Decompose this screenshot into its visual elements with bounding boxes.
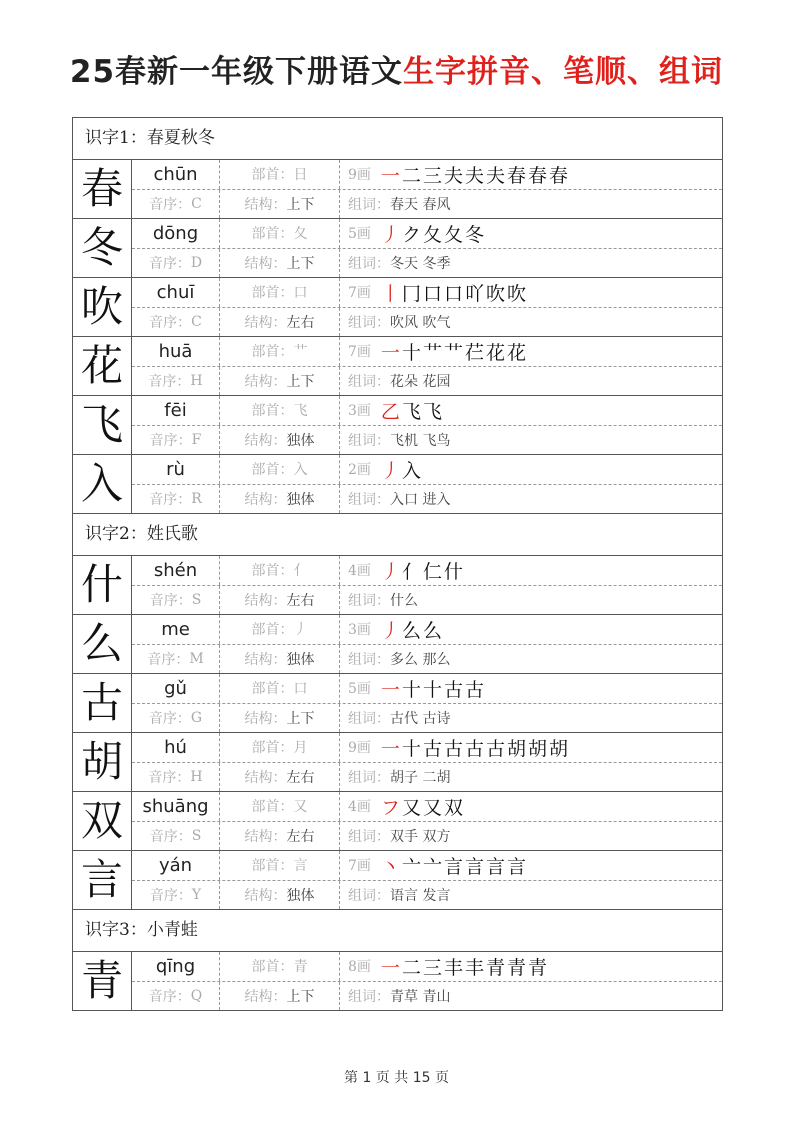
stroke-order: [340, 674, 722, 703]
radical-label: 部首：: [251, 563, 294, 580]
stroke-step: 入: [401, 459, 421, 482]
words-value: 飞机 飞鸟: [390, 432, 451, 449]
structure-value: 左右: [286, 592, 315, 609]
order-value: M: [189, 650, 204, 667]
stroke-step: 青: [528, 956, 548, 979]
words-value: 冬天 冬季: [390, 255, 451, 272]
stroke-step: 花: [486, 341, 506, 364]
order-label: 音序：: [147, 651, 190, 668]
stroke-step: 春: [549, 164, 569, 187]
pinyin: huā: [158, 340, 193, 362]
stroke-step: 十: [401, 737, 421, 760]
words-value: 双手 双方: [390, 828, 451, 845]
radical-value: 口: [293, 681, 308, 698]
radical-value: 丿: [293, 622, 308, 639]
hanzi-character: 飞: [73, 396, 132, 454]
stroke-count: 4画: [348, 799, 371, 816]
order-value: C: [191, 195, 202, 212]
stroke-step: 吹: [486, 282, 506, 305]
stroke-step: 丰: [464, 956, 484, 979]
stroke-step: 亠: [422, 855, 442, 878]
stroke-step: 亠: [401, 855, 421, 878]
words-value: 胡子 二胡: [390, 769, 451, 786]
stroke-count: 5画: [348, 226, 371, 243]
character-entry: [73, 455, 722, 514]
character-entry: [73, 674, 722, 733]
radical-label: 部首：: [251, 462, 294, 479]
structure-value: 左右: [286, 828, 315, 845]
words-label: 组词：: [348, 988, 390, 1005]
structure-value: 上下: [286, 255, 315, 272]
stroke-step: 古: [443, 737, 463, 760]
stroke-step: 吹: [507, 282, 527, 305]
stroke-step: 一: [380, 678, 400, 701]
stroke-step: 冬: [464, 223, 484, 246]
stroke-step: 芢: [464, 341, 484, 364]
page-footer: 第 1 页 共 15 页: [344, 1070, 449, 1086]
stroke-step: 丨: [380, 282, 400, 305]
character-entry: [73, 792, 722, 851]
structure-value: 上下: [286, 988, 315, 1005]
structure-label: 结构：: [244, 710, 287, 727]
stroke-count: 9画: [348, 167, 371, 184]
words-value: 古代 古诗: [390, 710, 451, 727]
hanzi-character: 冬: [73, 219, 132, 277]
pinyin: gǔ: [164, 677, 187, 699]
structure-label: 结构：: [244, 373, 287, 390]
radical-label: 部首：: [251, 285, 294, 302]
stroke-count: 2画: [348, 462, 371, 479]
stroke-step: 丿: [380, 619, 400, 642]
stroke-order: [340, 337, 722, 366]
stroke-step: 春: [507, 164, 527, 187]
structure-label: 结构：: [244, 887, 287, 904]
character-entry: [73, 396, 722, 455]
lesson-heading: 识字2：姓氏歌: [73, 514, 722, 556]
stroke-order: [340, 615, 722, 644]
stroke-step: 言: [443, 855, 463, 878]
radical-value: 言: [293, 858, 308, 875]
character-entry: [73, 278, 722, 337]
character-entry: [73, 337, 722, 396]
words-value: 青草 青山: [390, 988, 451, 1005]
stroke-step: 古: [486, 737, 506, 760]
stroke-order: [340, 851, 722, 880]
stroke-step: 青: [507, 956, 527, 979]
hanzi-character: 青: [73, 952, 132, 1010]
structure-value: 左右: [286, 769, 315, 786]
radical-label: 部首：: [251, 226, 294, 243]
stroke-step: 三: [422, 164, 442, 187]
words-label: 组词：: [348, 432, 390, 449]
stroke-step: 又: [422, 796, 442, 819]
structure-label: 结构：: [244, 432, 287, 449]
order-label: 音序：: [149, 828, 192, 845]
structure-label: 结构：: [244, 255, 287, 272]
order-value: S: [191, 827, 202, 844]
structure-value: 独体: [286, 651, 315, 668]
character-entry: [73, 851, 722, 910]
stroke-step: 乙: [380, 400, 400, 423]
stroke-order: [340, 455, 722, 484]
stroke-step: 胡: [507, 737, 527, 760]
words-label: 组词：: [348, 373, 390, 390]
order-label: 音序：: [149, 432, 192, 449]
order-value: C: [191, 313, 202, 330]
stroke-count: 4画: [348, 563, 371, 580]
order-value: D: [190, 254, 203, 271]
stroke-step: 春: [528, 164, 548, 187]
stroke-step: 一: [380, 956, 400, 979]
hanzi-character: 吹: [73, 278, 132, 336]
structure-label: 结构：: [244, 828, 287, 845]
stroke-step: 口: [422, 282, 442, 305]
radical-label: 部首：: [251, 403, 294, 420]
stroke-count: 7画: [348, 285, 371, 302]
structure-label: 结构：: [244, 314, 287, 331]
order-value: S: [191, 591, 202, 608]
pinyin: fēi: [164, 399, 187, 421]
title-highlight: 生字拼音、笔顺、组词: [403, 54, 724, 90]
stroke-step: 古: [464, 737, 484, 760]
stroke-step: 青: [486, 956, 506, 979]
hanzi-character: 言: [73, 851, 132, 909]
stroke-count: 9画: [348, 740, 371, 757]
order-value: H: [190, 768, 203, 785]
structure-value: 独体: [286, 432, 315, 449]
stroke-step: 丿: [380, 459, 400, 482]
words-label: 组词：: [348, 314, 390, 331]
structure-value: 独体: [286, 491, 315, 508]
structure-value: 上下: [286, 196, 315, 213]
stroke-order: [340, 160, 722, 189]
words-label: 组词：: [348, 196, 390, 213]
lesson-heading: 识字1：春夏秋冬: [73, 118, 722, 160]
stroke-step: 吖: [464, 282, 484, 305]
hanzi-character: 双: [73, 792, 132, 850]
stroke-step: 夂: [422, 223, 442, 246]
words-label: 组词：: [348, 769, 390, 786]
stroke-step: 亻: [401, 560, 421, 583]
stroke-order: [340, 952, 722, 981]
hanzi-character: 古: [73, 674, 132, 732]
character-sheet: [72, 117, 723, 1011]
pinyin: dōng: [152, 222, 199, 244]
pinyin: chūn: [153, 163, 198, 185]
structure-value: 上下: [286, 373, 315, 390]
stroke-step: 一: [380, 737, 400, 760]
stroke-step: 艹: [422, 341, 442, 364]
stroke-step: 丿: [380, 223, 400, 246]
order-value: F: [191, 431, 202, 448]
stroke-count: 7画: [348, 858, 371, 875]
hanzi-character: 么: [73, 615, 132, 673]
stroke-step: 一: [380, 341, 400, 364]
stroke-step: 丿: [380, 560, 400, 583]
structure-label: 结构：: [244, 769, 287, 786]
radical-value: 月: [293, 740, 308, 757]
stroke-step: 古: [443, 678, 463, 701]
order-value: R: [191, 490, 202, 507]
radical-value: 飞: [293, 403, 308, 420]
radical-label: 部首：: [251, 740, 294, 757]
radical-value: 又: [293, 799, 308, 816]
radical-value: 夂: [293, 226, 308, 243]
stroke-step: 胡: [528, 737, 548, 760]
words-value: 入口 进入: [390, 491, 451, 508]
stroke-step: 丶: [380, 855, 400, 878]
stroke-step: 十: [401, 678, 421, 701]
stroke-step: 十: [422, 678, 442, 701]
stroke-order: [340, 278, 722, 307]
words-value: 花朵 花园: [390, 373, 451, 390]
words-label: 组词：: [348, 491, 390, 508]
stroke-step: 夫: [443, 164, 463, 187]
order-value: Y: [191, 886, 202, 903]
order-label: 音序：: [149, 887, 192, 904]
stroke-step: 十: [401, 341, 421, 364]
radical-label: 部首：: [251, 167, 294, 184]
character-entry: [73, 952, 722, 1011]
order-label: 音序：: [149, 491, 192, 508]
order-label: 音序：: [149, 314, 192, 331]
radical-value: 口: [293, 285, 308, 302]
words-label: 组词：: [348, 651, 390, 668]
stroke-step: 口: [443, 282, 463, 305]
character-entry: [73, 219, 722, 278]
stroke-step: フ: [380, 796, 400, 819]
lesson-heading: 识字3：小青蛙: [73, 910, 722, 952]
order-value: H: [190, 372, 203, 389]
words-value: 语言 发言: [390, 887, 451, 904]
stroke-count: 3画: [348, 403, 371, 420]
words-value: 多么 那么: [390, 651, 451, 668]
pinyin: shuāng: [142, 795, 209, 817]
words-value: 什么: [390, 592, 418, 609]
words-label: 组词：: [348, 887, 390, 904]
radical-value: 入: [293, 462, 308, 479]
stroke-step: 什: [443, 560, 463, 583]
stroke-step: ク: [401, 223, 421, 246]
structure-value: 独体: [286, 887, 315, 904]
page-title: [0, 46, 793, 91]
stroke-step: 双: [443, 796, 463, 819]
stroke-step: 又: [401, 796, 421, 819]
stroke-step: 三: [422, 956, 442, 979]
order-label: 音序：: [148, 373, 191, 390]
stroke-step: 言: [507, 855, 527, 878]
order-value: Q: [190, 987, 203, 1004]
stroke-step: 夫: [486, 164, 506, 187]
radical-label: 部首：: [251, 622, 294, 639]
pinyin: yán: [158, 854, 193, 876]
stroke-step: 艹: [443, 341, 463, 364]
pinyin: qīng: [155, 955, 196, 977]
structure-label: 结构：: [244, 196, 287, 213]
order-label: 音序：: [149, 592, 192, 609]
stroke-step: 夂: [443, 223, 463, 246]
order-label: 音序：: [148, 255, 191, 272]
stroke-step: 花: [507, 341, 527, 364]
order-value: G: [190, 709, 203, 726]
stroke-count: 5画: [348, 681, 371, 698]
hanzi-character: 春: [73, 160, 132, 218]
stroke-step: 古: [422, 737, 442, 760]
stroke-step: 言: [486, 855, 506, 878]
stroke-count: 7画: [348, 344, 371, 361]
words-label: 组词：: [348, 828, 390, 845]
character-entry: [73, 615, 722, 674]
order-label: 音序：: [148, 710, 191, 727]
words-value: 吹风 吹气: [390, 314, 451, 331]
pinyin: me: [161, 618, 190, 640]
radical-label: 部首：: [251, 681, 294, 698]
stroke-step: 么: [401, 619, 421, 642]
stroke-order: [340, 556, 722, 585]
structure-value: 左右: [286, 314, 315, 331]
stroke-step: 一: [380, 164, 400, 187]
pinyin: hú: [164, 736, 187, 758]
stroke-step: 夫: [464, 164, 484, 187]
character-entry: [73, 556, 722, 615]
words-label: 组词：: [348, 592, 390, 609]
stroke-step: 飞: [401, 400, 421, 423]
pinyin: rù: [166, 458, 185, 480]
structure-label: 结构：: [244, 988, 287, 1005]
radical-label: 部首：: [251, 858, 294, 875]
words-value: 春天 春风: [390, 196, 451, 213]
words-label: 组词：: [348, 710, 390, 727]
radical-value: 青: [293, 959, 308, 976]
radical-value: 亻: [293, 563, 308, 580]
stroke-order: [340, 792, 722, 821]
radical-label: 部首：: [251, 799, 294, 816]
order-label: 音序：: [148, 988, 191, 1005]
radical-value: 日: [293, 167, 308, 184]
character-entry: [73, 160, 722, 219]
stroke-step: 言: [464, 855, 484, 878]
stroke-count: 8画: [348, 959, 371, 976]
stroke-step: 飞: [422, 400, 442, 423]
hanzi-character: 胡: [73, 733, 132, 791]
stroke-order: [340, 396, 722, 425]
pinyin: shén: [153, 559, 198, 581]
stroke-order: [340, 733, 722, 762]
stroke-order: [340, 219, 722, 248]
stroke-step: 仁: [422, 560, 442, 583]
stroke-step: 丰: [443, 956, 463, 979]
structure-label: 结构：: [244, 592, 287, 609]
stroke-step: 冂: [401, 282, 421, 305]
hanzi-character: 花: [73, 337, 132, 395]
stroke-step: 古: [464, 678, 484, 701]
structure-label: 结构：: [244, 651, 287, 668]
hanzi-character: 什: [73, 556, 132, 614]
radical-value: 艹: [293, 344, 308, 361]
structure-label: 结构：: [244, 491, 287, 508]
stroke-count: 3画: [348, 622, 371, 639]
order-label: 音序：: [149, 196, 192, 213]
radical-label: 部首：: [251, 959, 294, 976]
structure-value: 上下: [286, 710, 315, 727]
stroke-step: 么: [422, 619, 442, 642]
pinyin: chuī: [156, 281, 195, 303]
radical-label: 部首：: [251, 344, 294, 361]
words-label: 组词：: [348, 255, 390, 272]
order-label: 音序：: [148, 769, 191, 786]
stroke-step: 二: [401, 164, 421, 187]
character-entry: [73, 733, 722, 792]
title-main: 25春新一年级下册语文: [69, 54, 404, 90]
stroke-step: 胡: [549, 737, 569, 760]
stroke-step: 二: [401, 956, 421, 979]
hanzi-character: 入: [73, 455, 132, 513]
